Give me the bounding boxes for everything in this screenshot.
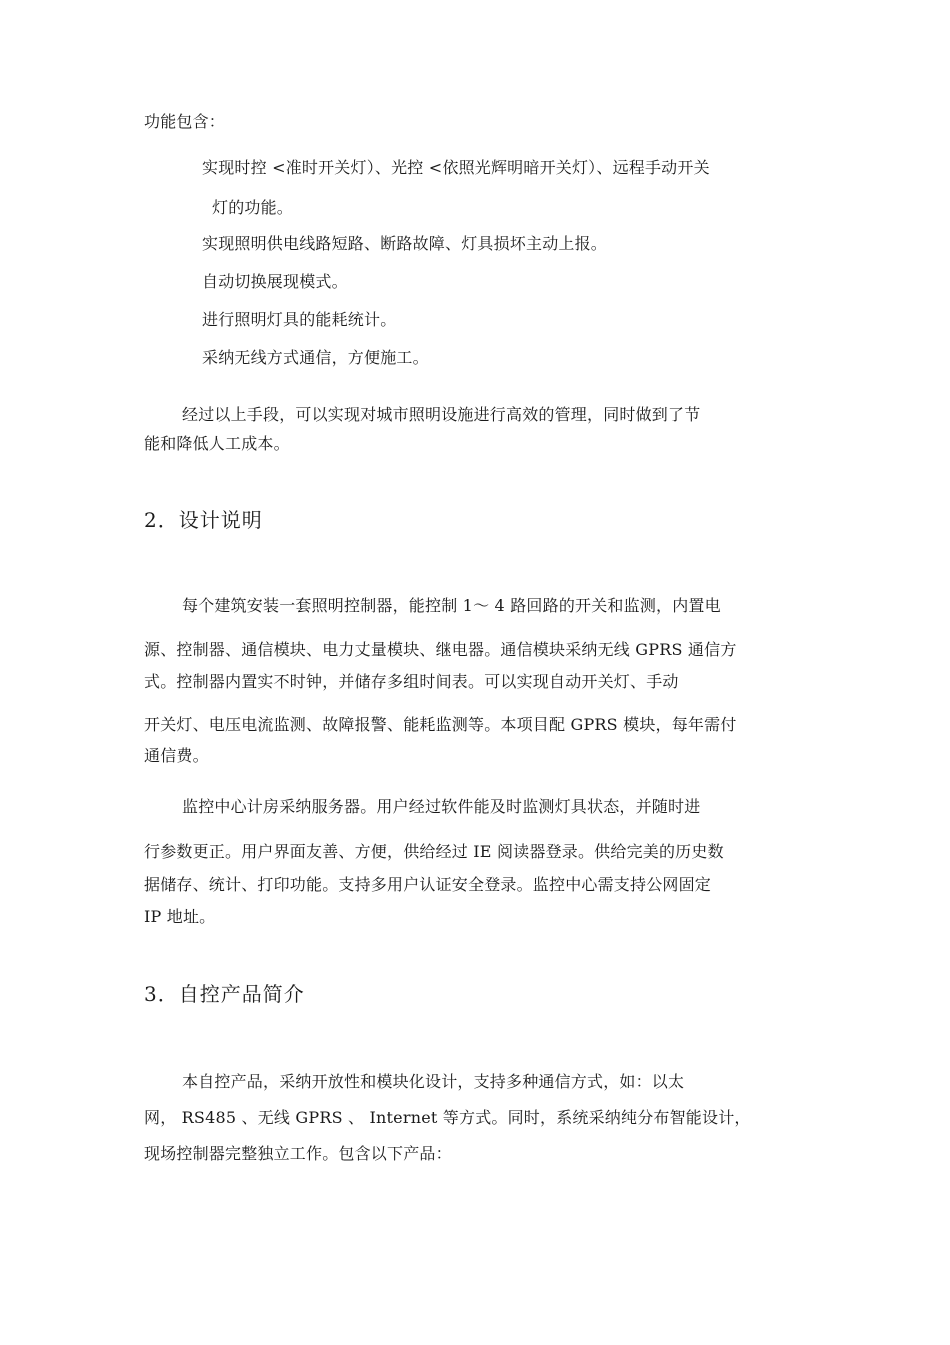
feature-item: 进行照明灯具的能耗统计。	[202, 310, 397, 329]
section-2-paragraph-line: 源、控制器、通信模块、电力丈量模块、继电器。通信模块采纳无线 GPRS 通信方	[144, 640, 737, 659]
section-2-paragraph-line: IP 地址。	[144, 907, 216, 926]
feature-item: 采纳无线方式通信，方便施工。	[202, 348, 429, 367]
section-3-paragraph-line: 网， RS485 、无线 GPRS 、 Internet 等方式。同时，系统采纳纯分布智能设计，	[144, 1108, 751, 1127]
section-2-paragraph-line: 行参数更正。用户界面友善、方便，供给经过 IE 阅读器登录。供给完美的历史数	[144, 842, 724, 861]
features-label: 功能包含：	[144, 112, 226, 131]
section-2-paragraph-line: 据储存、统计、打印功能。支持多用户认证安全登录。监控中心需支持公网固定	[144, 875, 712, 894]
feature-item: 灯的功能。	[212, 198, 294, 217]
section-2-paragraph-line: 开关灯、电压电流监测、故障报警、能耗监测等。本项目配 GPRS 模块，每年需付	[144, 715, 737, 734]
feature-item: 实现照明供电线路短路、断路故障、灯具损坏主动上报。	[202, 234, 608, 253]
section-2-paragraph-line: 通信费。	[144, 746, 209, 765]
section-3-paragraph-line: 本自控产品，采纳开放性和模块化设计，支持多种通信方式，如：以太	[182, 1072, 685, 1091]
section-2-heading: 2．设计说明	[144, 508, 263, 532]
feature-item: 自动切换展现模式。	[202, 272, 348, 291]
section-3-heading: 3．自控产品简介	[144, 982, 305, 1006]
feature-item: 实现时控 <准时开关灯）、光控 <依照光辉明暗开关灯）、远程手动开关	[202, 158, 710, 177]
section-2-paragraph-line: 式。控制器内置实不时钟，并储存多组时间表。可以实现自动开关灯、手动	[144, 672, 679, 691]
summary-line: 能和降低人工成本。	[144, 434, 290, 453]
section-2-paragraph-line: 监控中心计房采纳服务器。用户经过软件能及时监测灯具状态，并随时进	[182, 797, 701, 816]
section-3-paragraph-line: 现场控制器完整独立工作。包含以下产品：	[144, 1144, 452, 1163]
summary-line: 经过以上手段，可以实现对城市照明设施进行高效的管理，同时做到了节	[182, 405, 701, 424]
section-2-paragraph-line: 每个建筑安装一套照明控制器，能控制 1～ 4 路回路的开关和监测，内置电	[182, 596, 721, 615]
